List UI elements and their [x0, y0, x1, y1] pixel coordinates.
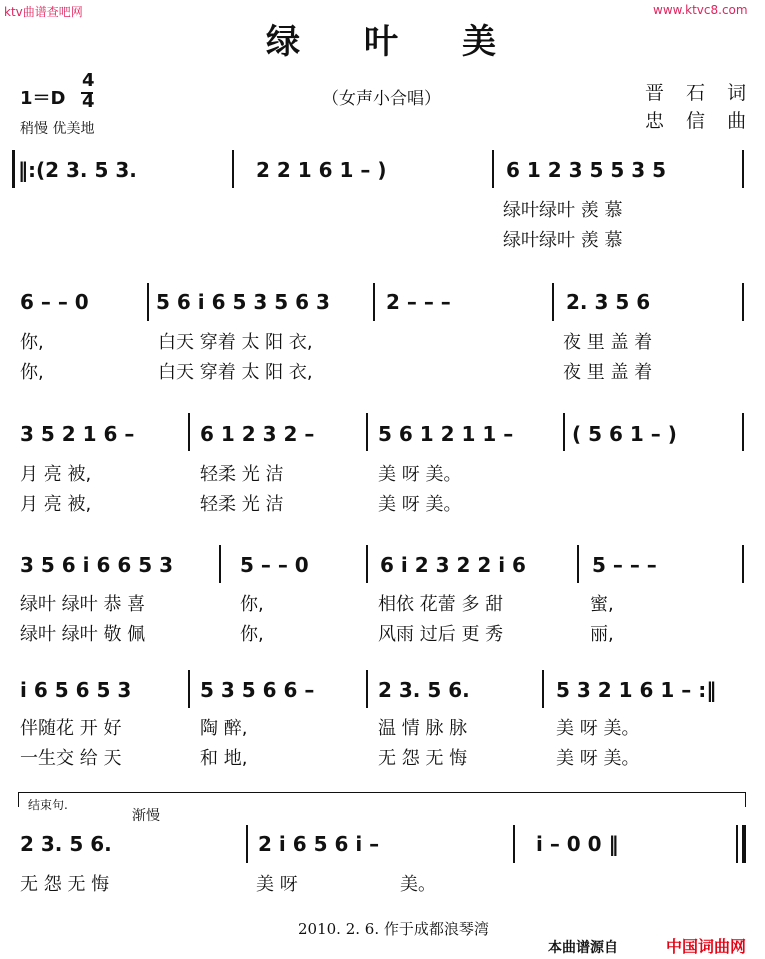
barline: [742, 150, 744, 188]
lyrics-s4-v2-b: 你,: [240, 624, 264, 645]
lyrics-s4-v2-c: 风雨 过后 更 秀: [378, 624, 504, 645]
volta-bracket: [18, 792, 746, 807]
notes-s3-m1: 3 5 2 1 6 –: [20, 422, 135, 446]
source-label: 本曲谱源自: [548, 940, 618, 956]
barline: [246, 825, 248, 863]
barline: [742, 283, 744, 321]
lyrics-s3-v1-c: 美 呀 美。: [378, 464, 462, 485]
watermark-left: ktv曲谱查吧网: [4, 5, 83, 19]
lyrics-s2-v1-c: 夜 里 盖 着: [563, 332, 653, 353]
lyrics-s2-v2-b: 白天 穿着 太 阳 衣,: [158, 362, 313, 383]
watermark-right: www.ktvc8.com: [653, 3, 748, 17]
lyrics-s6-a: 无 怨 无 悔: [20, 874, 110, 895]
volta-label: 结束句.: [28, 798, 68, 812]
lyrics-s4-v1-a: 绿叶 绿叶 恭 喜: [20, 594, 146, 615]
notes-s5-m1: i 6 5 6 5 3: [20, 678, 132, 702]
lyrics-s5-v2-d: 美 呀 美。: [556, 748, 640, 769]
barline: [742, 545, 744, 583]
notes-s3-m4: ( 5 6 1 – ): [572, 422, 677, 446]
notes-s2-m4: 2. 3 5 6: [566, 290, 651, 314]
lyrics-s2-v1-a: 你,: [20, 332, 44, 353]
lyrics-s6-b: 美 呀: [256, 874, 298, 895]
lyrics-s4-v1-b: 你,: [240, 594, 264, 615]
lyrics-s3-v1-b: 轻柔 光 洁: [200, 464, 284, 485]
lyrics-s5-v1-b: 陶 醉,: [200, 718, 248, 739]
notes-s5-m4: 5 3 2 1 6 1 – :‖: [556, 678, 717, 702]
lyrics-s2-v2-c: 夜 里 盖 着: [563, 362, 653, 383]
notes-s6-m2: 2 i 6 5 6 i –: [258, 832, 380, 856]
lyrics-s5-v2-a: 一生交 给 天: [20, 748, 122, 769]
barline: [366, 413, 368, 451]
tempo-mark-rit: 渐慢: [132, 808, 160, 824]
lyrics-s5-v1-a: 伴随花 开 好: [20, 718, 122, 739]
lyrics-s3-v2-c: 美 呀 美。: [378, 494, 462, 515]
notes-s4-m2: 5 – – 0: [240, 553, 309, 577]
lyricist-credit: 晋 石 词: [645, 82, 755, 104]
notes-s2-m2: 5 6 i 6 5 3 5 6 3: [156, 290, 330, 314]
barline: [366, 545, 368, 583]
lyrics-s4-v1-c: 相依 花蕾 多 甜: [378, 594, 504, 615]
notes-s2-m3: 2 – – –: [386, 290, 451, 314]
lyrics-s3-v2-a: 月 亮 被,: [20, 494, 92, 515]
notes-s3-m2: 6 1 2 3 2 –: [200, 422, 315, 446]
lyrics-s4-v2-a: 绿叶 绿叶 敬 佩: [20, 624, 146, 645]
notes-s4-m4: 5 – – –: [592, 553, 657, 577]
barline: [188, 670, 190, 708]
notes-s6-m3: i – 0 0 ‖: [536, 832, 619, 856]
final-barline-thin: [736, 825, 738, 863]
barline: [366, 670, 368, 708]
notes-s4-m3: 6 i 2 3 2 2 i 6: [380, 553, 526, 577]
lyrics-s3-v2-b: 轻柔 光 洁: [200, 494, 284, 515]
composer-credit: 忠 信 曲: [645, 110, 755, 132]
time-sig-numerator: 4: [82, 70, 95, 91]
lyrics-s1-v2: 绿叶绿叶 羡 慕: [503, 230, 623, 251]
lyrics-s2-v2-a: 你,: [20, 362, 44, 383]
lyrics-s4-v2-d: 丽,: [590, 624, 614, 645]
subtitle: （女声小合唱）: [322, 89, 441, 109]
barline: [742, 413, 744, 451]
notes-s1-m1: ‖:(2 3. 5 3.: [18, 158, 137, 182]
composition-date: 2010. 2. 6. 作于成都浪琴湾: [298, 920, 489, 938]
key-signature: 1＝D: [20, 88, 66, 109]
lyrics-s6-c: 美。: [400, 874, 436, 895]
title-char-1: 绿: [266, 22, 300, 62]
lyrics-s5-v1-d: 美 呀 美。: [556, 718, 640, 739]
notes-s5-m2: 5 3 5 6 6 –: [200, 678, 315, 702]
barline: [232, 150, 234, 188]
lyrics-s1-v1: 绿叶绿叶 羡 慕: [503, 200, 623, 221]
source-site-link[interactable]: 中国词曲网: [666, 937, 747, 956]
tempo-marking: 稍慢 优美地: [20, 121, 95, 137]
notes-s2-m1: 6 – – 0: [20, 290, 89, 314]
title-char-3: 美: [462, 22, 496, 62]
notes-s6-m1: 2 3. 5 6.: [20, 832, 112, 856]
barline: [188, 413, 190, 451]
barline: [513, 825, 515, 863]
lyrics-s5-v1-c: 温 情 脉 脉: [378, 718, 468, 739]
barline: [219, 545, 221, 583]
notes-s4-m1: 3 5 6 i 6 6 5 3: [20, 553, 174, 577]
barline: [492, 150, 494, 188]
lyrics-s3-v1-a: 月 亮 被,: [20, 464, 92, 485]
repeat-start-barline: [12, 150, 15, 188]
notes-s5-m3: 2 3. 5 6.: [378, 678, 470, 702]
lyrics-s5-v2-c: 无 怨 无 悔: [378, 748, 468, 769]
barline: [552, 283, 554, 321]
lyrics-s2-v1-b: 白天 穿着 太 阳 衣,: [158, 332, 313, 353]
final-barline-thick: [742, 825, 746, 863]
barline: [542, 670, 544, 708]
lyrics-s5-v2-b: 和 地,: [200, 748, 248, 769]
title-char-2: 叶: [364, 22, 398, 62]
lyrics-s4-v1-d: 蜜,: [590, 594, 614, 615]
notes-s1-m3: 6 1 2 3 5 5 3 5: [506, 158, 667, 182]
barline: [563, 413, 565, 451]
barline: [577, 545, 579, 583]
barline: [147, 283, 149, 321]
time-sig-denominator: 4: [82, 91, 95, 112]
notes-s3-m3: 5 6 1 2 1 1 –: [378, 422, 514, 446]
notes-s1-m2: 2 2 1 6 1 – ): [256, 158, 387, 182]
barline: [373, 283, 375, 321]
